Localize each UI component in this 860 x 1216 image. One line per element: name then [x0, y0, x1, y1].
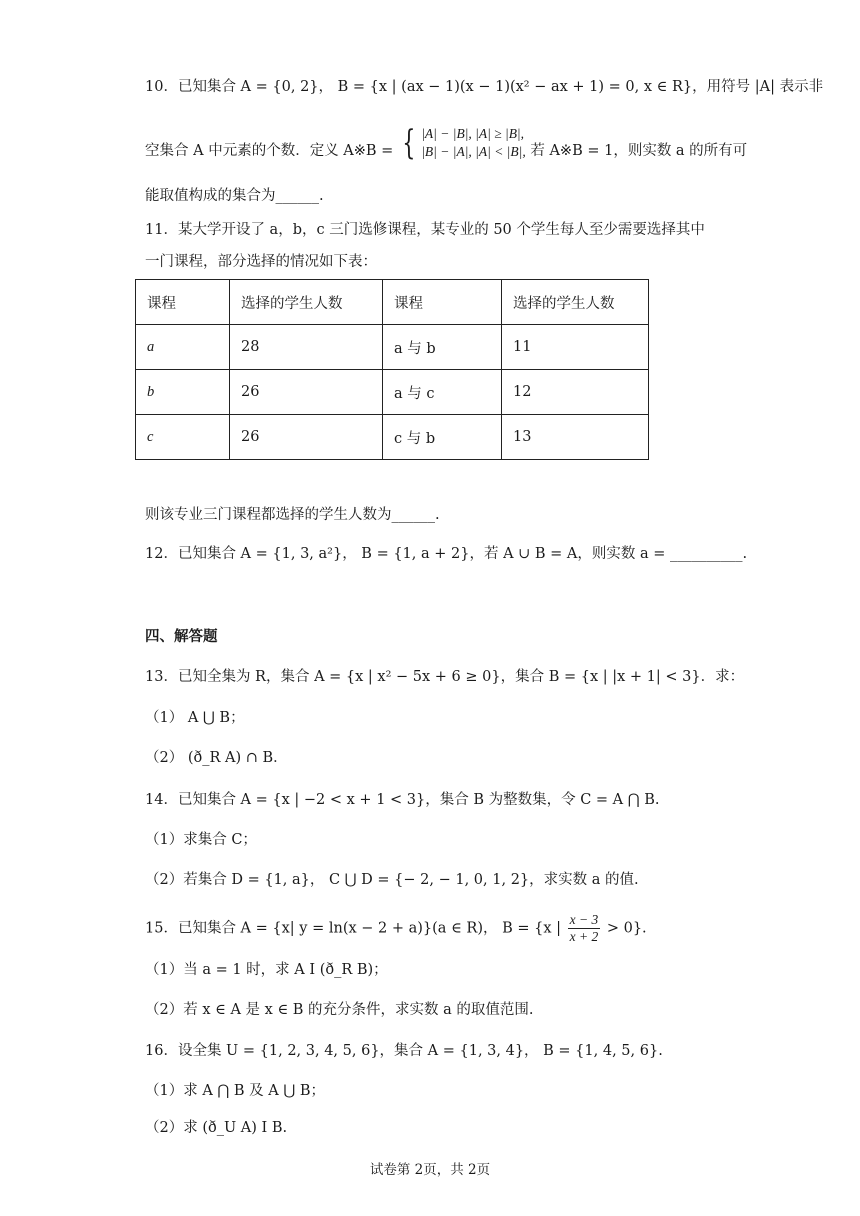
table-cell: 课程 [136, 280, 230, 325]
piecewise-row-2: |B| − |A|, |A| < |B|, [421, 144, 526, 159]
q15-line-1-prefix: 15．已知集合 A = {x| y = ln(x − 2 + a)}(a ∈ R)， B = {x | [145, 920, 562, 937]
q15-part-2: （2）若 x ∈ A 是 x ∈ B 的充分条件，求实数 a 的取值范围. [145, 1002, 534, 1018]
q13-part-1: （1） A ⋃ B； [145, 710, 245, 726]
page-footer: 试卷第 2页，共 2页 [369, 1162, 491, 1178]
q16-part-1: （1）求 A ⋂ B 及 A ⋃ B； [145, 1083, 326, 1099]
table-cell: 26 [230, 370, 383, 415]
q14-line-1: 14．已知集合 A = {x | −2 < x + 1 < 3}，集合 B 为整数集，令 C = A ⋂ B. [145, 792, 660, 808]
table-cell: 选择的学生人数 [230, 280, 383, 325]
table-row [136, 415, 649, 460]
table-cell: a 与 c [383, 370, 502, 415]
q14-part-2: （2）若集合 D = {1, a}， C ⋃ D = {− 2, − 1, 0, 1, 2}，求实数 a 的值. [145, 872, 639, 888]
q14-part-1: （1）求集合 C； [145, 832, 257, 848]
table-cell: 26 [230, 415, 383, 460]
piecewise-row-1: |A| − |B|, |A| ≥ |B|, [421, 126, 525, 141]
q16-part-2: （2）求 (ð_U A) I B. [145, 1120, 288, 1136]
table-cell: 28 [230, 325, 383, 370]
q10-line-1: 10．已知集合 A = {0, 2}， B = {x | (ax − 1)(x − 1)(x² − ax + 1) = 0, x ∈ R}，用符号 |A| 表示非 [145, 79, 824, 95]
section-title: 四、解答题 [145, 629, 218, 645]
q10-line-2 [145, 123, 748, 169]
fraction-numerator: x − 3 [569, 912, 599, 927]
q10-line-2-suffix: 若 A※B = 1，则实数 a 的所有可 [530, 143, 748, 159]
table-cell: a [136, 325, 230, 370]
table-cell: 13 [502, 415, 649, 460]
course-selection-table [135, 279, 649, 460]
table-cell: 11 [502, 325, 649, 370]
table-cell: b [136, 370, 230, 415]
table-cell: c 与 b [383, 415, 502, 460]
q11-line-2: 一门课程，部分选择的情况如下表： [145, 254, 377, 270]
q10-line-2-prefix: 空集合 A 中元素的个数．定义 A※B = [145, 143, 394, 159]
piecewise-definition [398, 125, 526, 161]
table-row [136, 370, 649, 415]
table-cell: c [136, 415, 230, 460]
q13-line-1: 13．已知全集为 R，集合 A = {x | x² − 5x + 6 ≥ 0}，集合 B = {x | |x + 1| < 3}．求： [145, 669, 745, 685]
q15-line-1-suffix: > 0}. [606, 920, 647, 937]
left-brace-icon: { [402, 123, 416, 163]
table-cell: 课程 [383, 280, 502, 325]
table-cell: a 与 b [383, 325, 502, 370]
fraction [568, 912, 601, 945]
q16-line-1: 16．设全集 U = {1, 2, 3, 4, 5, 6}，集合 A = {1, 3, 4}， B = {1, 4, 5, 6}. [145, 1043, 663, 1059]
q11-line-1: 11．某大学开设了 a，b，c 三门选修课程，某专业的 50 个学生每人至少需要选择其中 [145, 222, 705, 238]
q12-line-1: 12．已知集合 A = {1, 3, a²}， B = {1, a + 2}，若 A ∪ B = A，则实数 a = __________. [145, 546, 748, 562]
q11-line-3: 则该专业三门课程都选择的学生人数为______. [145, 507, 440, 523]
q15-line-1 [145, 912, 647, 945]
q10-line-3: 能取值构成的集合为______. [145, 188, 324, 204]
table-row [136, 325, 649, 370]
q15-part-1: （1）当 a = 1 时，求 A I (ð_R B)； [145, 962, 388, 978]
table-cell: 选择的学生人数 [502, 280, 649, 325]
table-cell: 12 [502, 370, 649, 415]
q13-part-2: （2） (ð_R A) ∩ B． [145, 750, 288, 766]
fraction-denominator: x + 2 [569, 929, 599, 944]
table-header-row [136, 280, 649, 325]
